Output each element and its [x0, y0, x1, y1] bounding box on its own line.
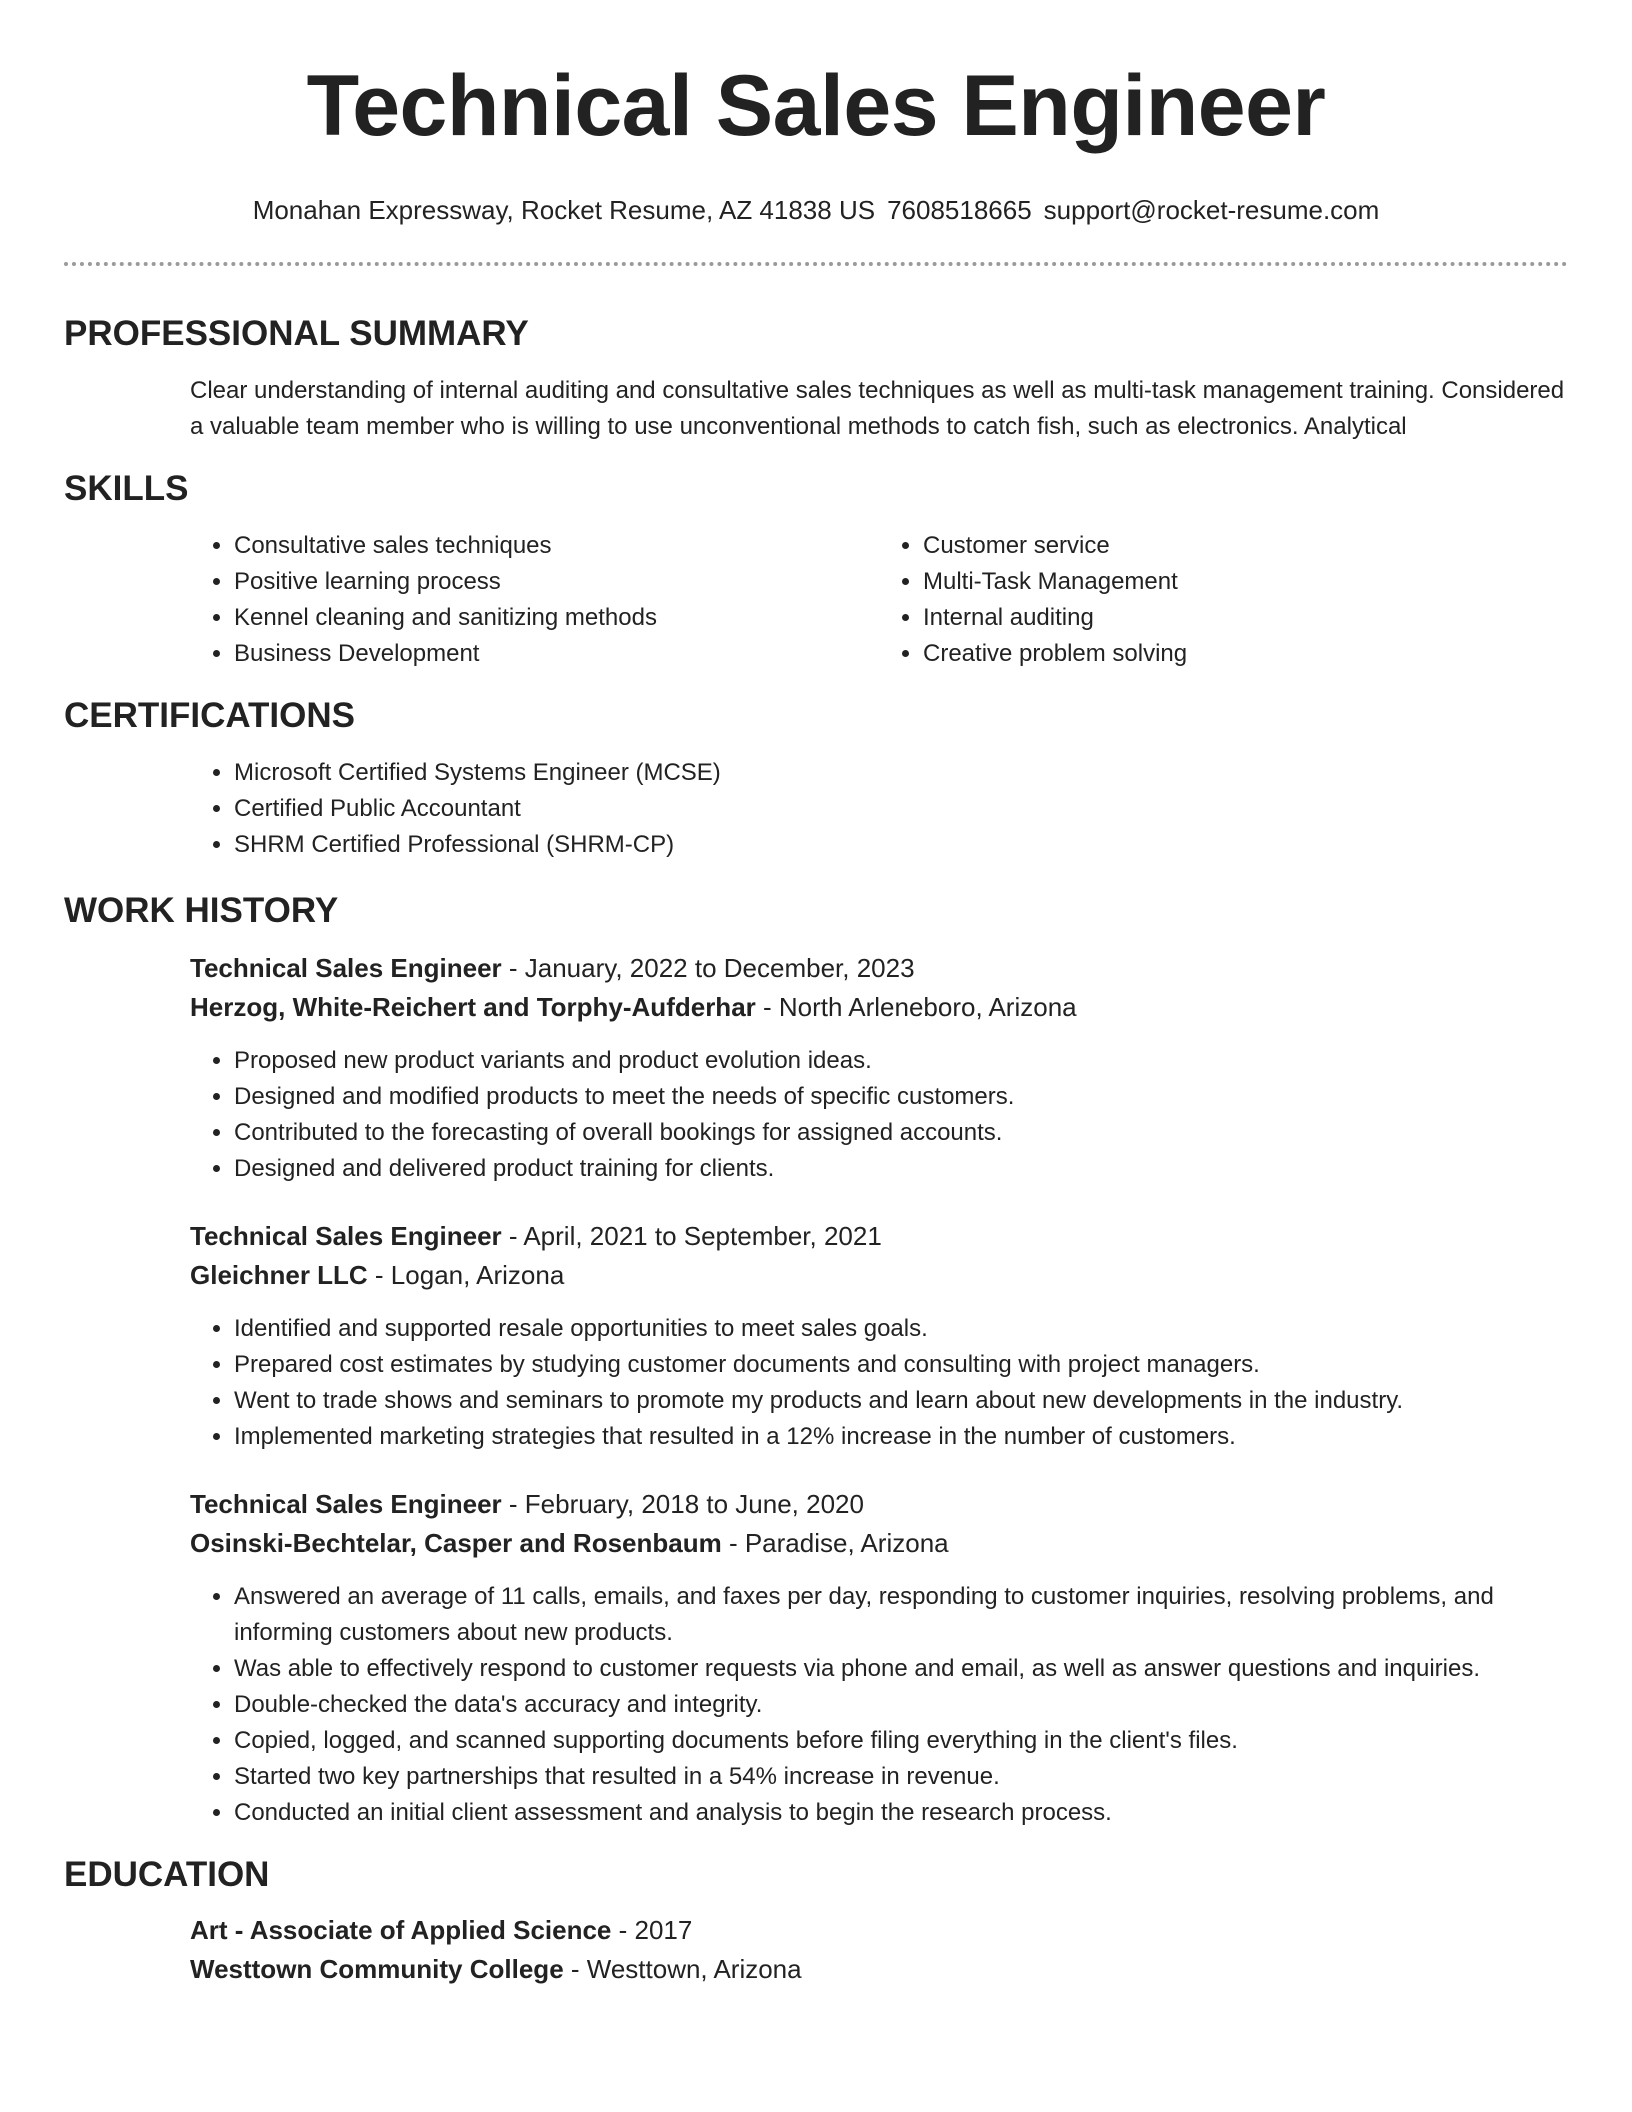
job-title: Technical Sales Engineer	[190, 1221, 502, 1251]
job-bullet: • Proposed new product variants and product evolution ideas.	[234, 1043, 1568, 1079]
skill-item: • Positive learning process	[234, 564, 879, 600]
summary-text: Clear understanding of internal auditing and consultative sales techniques as well as multi-task management training. Considered a valuable team member who is willing to use unconventional methods to catch fish, such as electronics. Analytical	[190, 377, 1565, 440]
education-location: - Westtown, Arizona	[563, 1954, 802, 1984]
education-school-line	[190, 1950, 1568, 1989]
contact-phone: 7608518665	[887, 195, 1032, 225]
skill-item: • Internal auditing	[923, 600, 1568, 636]
certification-item: • Microsoft Certified Systems Engineer (MCSE)	[234, 755, 1568, 791]
job-entry	[190, 1485, 1568, 1831]
skill-item: • Creative problem solving	[923, 636, 1568, 672]
contact-email: support@rocket-resume.com	[1043, 195, 1380, 225]
header-divider	[64, 262, 1568, 266]
skills-list	[190, 528, 1568, 672]
skill-item: • Business Development	[234, 636, 879, 672]
resume-title: Technical Sales Engineer	[306, 58, 1326, 154]
work-history-heading: WORK HISTORY	[64, 891, 339, 930]
job-bullet: • Implemented marketing strategies that resulted in a 12% increase in the number of customers.	[234, 1419, 1568, 1455]
job-bullet: • Double-checked the data's accuracy and integrity.	[234, 1687, 1568, 1723]
skills-column-right	[879, 528, 1568, 672]
job-bullet: • Copied, logged, and scanned supporting documents before filing everything in the client's files.	[234, 1723, 1568, 1759]
contact-line	[64, 192, 1568, 228]
skill-item: • Multi-Task Management	[923, 564, 1568, 600]
job-company-line	[190, 1524, 1568, 1563]
job-bullet: • Designed and modified products to meet the needs of specific customers.	[234, 1079, 1568, 1115]
job-bullet: • Was able to effectively respond to customer requests via phone and email, as well as answer questions and inquiries.	[234, 1651, 1568, 1687]
job-dates: - January, 2022 to December, 2023	[501, 953, 915, 983]
job-company: Gleichner LLC	[190, 1260, 368, 1290]
job-bullet: • Prepared cost estimates by studying customer documents and consulting with project managers.	[234, 1347, 1568, 1383]
job-company: Herzog, White-Reichert and Torphy-Aufderhar	[190, 992, 756, 1022]
job-title: Technical Sales Engineer	[190, 953, 502, 983]
job-location: - Logan, Arizona	[367, 1260, 565, 1290]
skill-item: • Customer service	[923, 528, 1568, 564]
job-bullet: • Answered an average of 11 calls, emails, and faxes per day, responding to customer inquiries, resolving problems, and informing customers about new products.	[234, 1579, 1568, 1651]
job-bullet: • Identified and supported resale opportunities to meet sales goals.	[234, 1311, 1568, 1347]
skill-item: • Consultative sales techniques	[234, 528, 879, 564]
job-title-line	[190, 1485, 1568, 1524]
certification-item: • Certified Public Accountant	[234, 791, 1568, 827]
certification-item: • SHRM Certified Professional (SHRM-CP)	[234, 827, 1568, 863]
education-degree: Art - Associate of Applied Science	[190, 1915, 612, 1945]
job-company-line	[190, 1256, 1568, 1295]
job-location: - Paradise, Arizona	[721, 1528, 949, 1558]
certifications-heading: CERTIFICATIONS	[64, 696, 356, 735]
job-bullet: • Went to trade shows and seminars to promote my products and learn about new developments in the industry.	[234, 1383, 1568, 1419]
education-degree-line	[190, 1911, 1568, 1950]
contact-address: Monahan Expressway, Rocket Resume, AZ 41838 US	[252, 195, 876, 225]
job-title-line	[190, 949, 1568, 988]
job-bullet: • Conducted an initial client assessment and analysis to begin the research process.	[234, 1795, 1568, 1831]
certifications-list	[190, 755, 1568, 863]
job-bullet: • Contributed to the forecasting of overall bookings for assigned accounts.	[234, 1115, 1568, 1151]
job-bullet: • Designed and delivered product training for clients.	[234, 1151, 1568, 1187]
education-heading: EDUCATION	[64, 1855, 270, 1894]
education-entry	[190, 1911, 1568, 1989]
resume-page	[64, 0, 1568, 1989]
skill-item: • Kennel cleaning and sanitizing methods	[234, 600, 879, 636]
job-bullet: • Started two key partnerships that resulted in a 54% increase in revenue.	[234, 1759, 1568, 1795]
skills-heading: SKILLS	[64, 469, 189, 508]
job-entry	[190, 1217, 1568, 1455]
job-title-line	[190, 1217, 1568, 1256]
job-location: - North Arleneboro, Arizona	[755, 992, 1077, 1022]
education-year: - 2017	[611, 1915, 693, 1945]
job-dates: - April, 2021 to September, 2021	[501, 1221, 882, 1251]
job-company: Osinski-Bechtelar, Casper and Rosenbaum	[190, 1528, 722, 1558]
job-title: Technical Sales Engineer	[190, 1489, 502, 1519]
skills-column-left	[190, 528, 879, 672]
summary-heading: PROFESSIONAL SUMMARY	[64, 314, 529, 353]
job-company-line	[190, 988, 1568, 1027]
job-entry	[190, 949, 1568, 1187]
education-school: Westtown Community College	[190, 1954, 564, 1984]
job-dates: - February, 2018 to June, 2020	[501, 1489, 864, 1519]
